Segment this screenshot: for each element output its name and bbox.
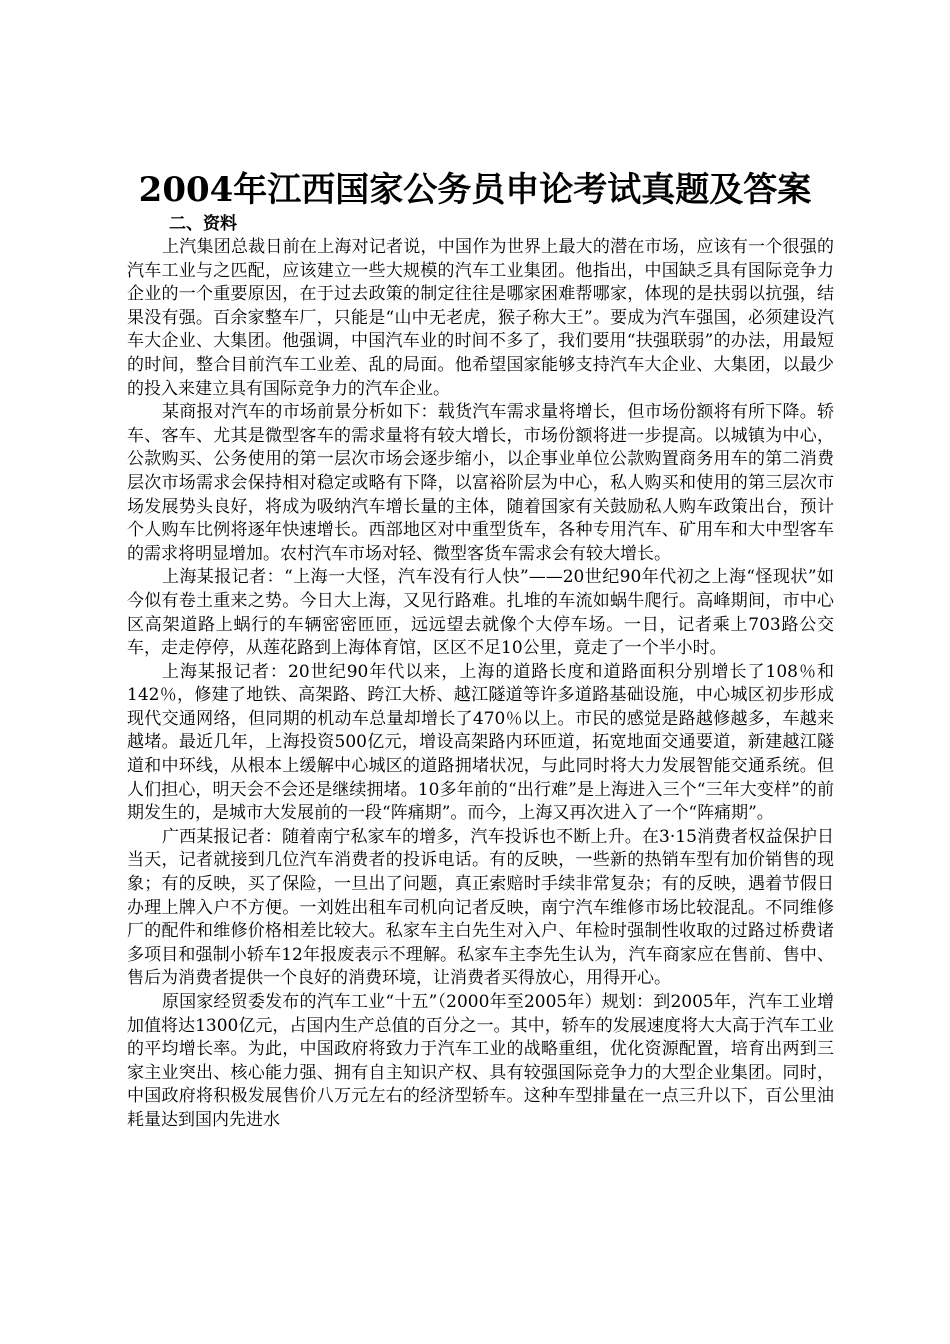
section-heading: 二、资料 <box>169 214 237 234</box>
paragraph-shanghai-traffic-2: 上海某报记者：20世纪90年代以来，上海的道路长度和道路面积分别增长了108％和142％，修建了地铁、高架路、跨江大桥、越江隧道等许多道路基础设施，中心城区初步形成现代交通网络，但同期的机动车总量却增长了470％以上。市民的感觉是路越修越多，车越来越堵。最近几年，上海投资500亿元，增设高架路内环匝道，拓宽地面交通要道，新建越江隧道和中环线，从根本上缓解中心城区的道路拥堵状况，与此同时将大力发展智能交通系统。但人们担心，明天会不会还是继续拥堵。10多年前的“出行难”是上海进入三个“三年大变样”的前期发生的，是城市大发展前的一段“阵痛期”。而今，上海又再次进入了一个“阵痛期”。 <box>127 661 834 824</box>
paragraph-shanghai-auto-group: 上汽集团总裁日前在上海对记者说，中国作为世界上最大的潜在市场，应该有一个很强的汽车工业与之匹配，应该建立一些大规模的汽车工业集团。他指出，中国缺乏具有国际竞争力企业的一个重要原因，在于过去政策的制定往往是哪家困难帮哪家，体现的是扶弱以抗强，结果没有强。百余家整车厂，只能是“山中无老虎，猴子称大王”。要成为汽车强国，必须建设汽车大企业、大集团。他强调，中国汽车业的时间不多了，我们要用“扶强联弱”的办法，用最短的时间，整合目前汽车工业差、乱的局面。他希望国家能够支持汽车大企业、大集团，以最少的投入来建立具有国际竞争力的汽车企业。 <box>127 237 834 399</box>
paragraph-five-year-plan: 原国家经贸委发布的汽车工业“十五”（2000年至2005年）规划：到2005年，汽车工业增加值将达1300亿元，占国内生产总值的百分之一。其中，轿车的发展速度将大大高于汽车工业的平均增长率。为此，中国政府将致力于汽车工业的战略重组，优化资源配置，培育出两到三家主业突出、核心能力强、拥有自主知识产权、具有较强国际竞争力的大型企业集团。同时，中国政府将积极发展售价八万元左右的经济型轿车。这种车型排量在一点三升以下，百公里油耗量达到国内先进水 <box>127 992 834 1130</box>
document-title: 2004年江西国家公务员申论考试真题及答案 <box>138 170 812 210</box>
document-body <box>127 212 834 1133</box>
paragraph-market-analysis: 某商报对汽车的市场前景分析如下：载货汽车需求量将增长，但市场份额将有所下降。轿车、客车、尤其是微型客车的需求量将有较大增长，市场份额将进一步提高。以城镇为中心，公款购买、公务使用的第一层次市场会逐步缩小，以企事业单位公款购置商务用车的第二消费层次市场需求会保持相对稳定或略有下降，以富裕阶层为中心，私人购买和使用的第三层次市场发展势头良好，将成为吸纳汽车增长量的主体，随着国家有关鼓励私人购车政策出台，预计个人购车比例将逐年快速增长。西部地区对中重型货车，各种专用汽车、矿用车和大中型客车的需求将明显增加。农村汽车市场对轻、微型客货车需求会有较大增长。 <box>127 402 834 564</box>
paragraph-shanghai-traffic-1: 上海某报记者：“上海一大怪，汽车没有行人快”——20世纪90年代初之上海“怪现状”如今似有卷土重来之势。今日大上海，又见行路难。扎堆的车流如蜗牛爬行。高峰期间，市中心区高架道路上蜗行的车辆密密匝匝，远远望去就像个大停车场。一日，记者乘上703路公交车，走走停停，从莲花路到上海体育馆，区区不足10公里，竟走了一个半小时。 <box>127 567 834 659</box>
paragraph-guangxi-complaints: 广西某报记者：随着南宁私家车的增多，汽车投诉也不断上升。在3·15消费者权益保护日当天，记者就接到几位汽车消费者的投诉电话。有的反映，一些新的热销车型有加价销售的现象；有的反映，买了保险，一旦出了问题，真正索赔时手续非常复杂；有的反映，遇着节假日办理上牌入户不方便。一刘姓出租车司机向记者反映，南宁汽车维修市场比较混乱。不同维修厂的配件和维修价格相差比较大。私家车主白先生对入户、年检时强制性收取的过路过桥费诸多项目和强制小轿车12年报废表示不理解。私家车主李先生认为，汽车商家应在售前、售中、售后为消费者提供一个良好的消费环境，让消费者买得放心，用得开心。 <box>127 826 834 989</box>
